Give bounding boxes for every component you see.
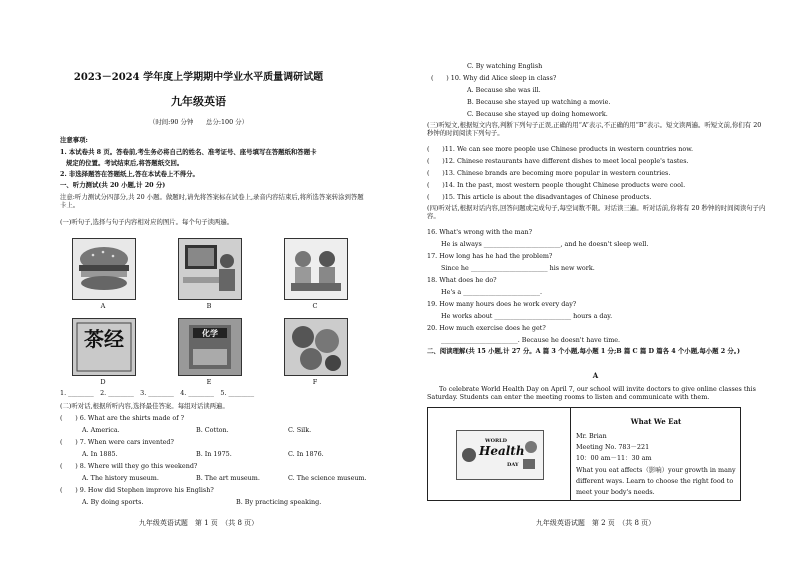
picture-label-f: F — [312, 378, 318, 386]
picture-d-tea-book — [72, 318, 136, 376]
logo-text-world: WORLD — [485, 438, 507, 444]
question-18: 18. What does he do? — [427, 276, 497, 284]
q18-answer-line: He's a ________________________. — [441, 288, 542, 296]
page-1-footer: 九年级英语试题 第 1 页 （共 8 页） — [138, 519, 259, 527]
logo-text-health: Health — [479, 444, 525, 458]
section-2-heading: 二、阅读理解(共 15 小题,计 27 分。A 篇 3 个小题,每小题 1 分;B 篇 C 篇 D 篇各 4 个小题,每小题 2 分。) — [427, 347, 740, 355]
question-10: ( ) 10. Why did Alice sleep in class? — [431, 74, 557, 82]
part-1-heading: (一)听句子,选择与句子内容相对应的图片。每个句子读两遍。 — [60, 218, 234, 226]
picture-label-b: B — [206, 302, 212, 310]
question-19: 19. How many hours does he work every day? — [427, 300, 577, 308]
question-16: 16. What's wrong with the man? — [427, 228, 533, 236]
tf-question-12: ( )12. Chinese restaurants have different dishes to meet local people's tastes. — [427, 157, 689, 165]
time-info: （时间:90 分钟 总分:100 分） — [149, 118, 248, 126]
q20-answer-line: ________________________. Because he doesn't have time. — [441, 336, 621, 344]
q7-option-a: A. In 1885. — [82, 450, 118, 458]
q17-answer-line: Since he ________________________ his new work. — [441, 264, 595, 272]
world-health-day-logo — [456, 430, 544, 480]
notice-1: 1. 本试卷共 8 页。答卷前,考生务必将自己的姓名、准考证号、座号填写在答题纸和答题卡 — [60, 148, 317, 156]
picture-f-mooncakes — [284, 318, 348, 376]
tf-question-13: ( )13. Chinese brands are becoming more popular in western countries. — [427, 169, 671, 177]
picture-e-chemistry-book — [178, 318, 242, 376]
box-teacher: Mr. Brian — [576, 432, 607, 440]
question-20: 20. How much exercise does he get? — [427, 324, 546, 332]
picture-label-c: C — [312, 302, 318, 310]
notice-title: 注意事项: — [60, 136, 88, 144]
question-6: ( ) 6. What are the shirts made of ? — [60, 414, 185, 422]
question-17: 17. How long has he had the problem? — [427, 252, 553, 260]
tea-book-text: 茶经 — [84, 327, 124, 351]
question-7: ( ) 7. When were cars invented? — [60, 438, 174, 446]
box-title: What We Eat — [630, 417, 682, 426]
tf-question-11: ( )11. We can see more people use Chinese products in western countries now. — [427, 145, 693, 153]
q8-option-c: C. The science museum. — [288, 474, 367, 482]
listening-instruction: 注意:听力测试分四部分,共 20 小题。做题时,请先将答案标在试卷上,录音内容结束后,将所选答案转涂到答题卡上。 — [60, 193, 364, 209]
q7-option-b: B. In 1975. — [196, 450, 232, 458]
question-8: ( ) 8. Where will they go this weekend? — [60, 462, 198, 470]
box-desc-2: different ways. Learn to choose the right food to — [576, 477, 734, 485]
q9-option-a: A. By doing sports. — [82, 498, 144, 506]
picture-b-computer — [178, 238, 242, 300]
logo-text-day: DAY — [507, 462, 519, 468]
q9-option-c: C. By watching English — [467, 62, 543, 70]
part-2-heading: (二)听对话,根据所听内容,选择最佳答案。每组对话读两遍。 — [60, 402, 229, 410]
picture-label-e: E — [206, 378, 212, 386]
answer-blanks-1-5: 1. ________ 2. ________ 3. ________ 4. ________ 5. ________ — [60, 389, 255, 397]
q6-option-b: B. Cotton. — [196, 426, 229, 434]
picture-label-a: A — [100, 302, 106, 310]
question-9: ( ) 9. How did Stephen improve his English? — [60, 486, 214, 494]
box-time: 10：00 am－11：30 am — [576, 454, 652, 462]
q10-option-c: C. Because she stayed up doing homework. — [467, 110, 608, 118]
tf-question-15: ( )15. This article is about the disadvantages of Chinese products. — [427, 193, 652, 201]
q10-option-a: A. Because she was ill. — [467, 86, 541, 94]
q19-answer-line: He works about ________________________ hours a day. — [441, 312, 613, 320]
q9-option-b: B. By practicing speaking. — [236, 498, 322, 506]
notice-2: 2. 非选择题答在答题纸上,答在本试卷上不得分。 — [60, 170, 199, 178]
q10-option-b: B. Because she stayed up watching a movie. — [467, 98, 611, 106]
picture-c-children — [284, 238, 348, 300]
tf-question-14: ( )14. In the past, most western people thought Chinese products were cool. — [427, 181, 686, 189]
part-3-heading: (三)听短文,根据短文内容,判断下列句子正误,正确的用“A”表示,不正确的用“B”表示。短文读两遍。听短文前,你们有 20 秒钟的时间阅读下列句子。 — [427, 121, 762, 137]
part-4-heading: (四)听对话,根据对话内容,回答问题或完成句子,每空词数不限。对话读三遍。听对话前,你将有 20 秒钟的时间阅读句子内容。 — [427, 204, 766, 220]
box-desc-1: What you eat affects（影响）your growth in many — [576, 466, 736, 474]
exam-subject: 九年级英语 — [171, 95, 226, 108]
page-2-footer: 九年级英语试题 第 2 页 （共 8 页） — [535, 519, 656, 527]
online-class-info-box — [427, 407, 741, 501]
section-1-heading: 一、听力测试(共 20 小题,计 20 分) — [60, 181, 166, 189]
passage-a-label: A — [592, 371, 599, 380]
q8-option-a: A. The history museum. — [82, 474, 159, 482]
q16-answer-line: He is always ________________________, and he doesn't sleep well. — [441, 240, 649, 248]
q6-option-c: C. Silk. — [288, 426, 312, 434]
chemistry-book-text: 化学 — [193, 328, 227, 338]
notice-1b: 规定的位置。考试结束后,将答题纸交回。 — [66, 159, 184, 167]
exam-title: 2023－2024 学年度上学期期中学业水平质量调研试题 — [73, 72, 324, 83]
box-meeting-number: Meeting No. 783－221 — [576, 443, 650, 451]
picture-label-d: D — [100, 378, 106, 386]
q6-option-a: A. America. — [82, 426, 120, 434]
q8-option-b: B. The art museum. — [196, 474, 260, 482]
passage-a-text: To celebrate World Health Day on April 7, our school will invite doctors to give online classes this Saturday. Students can enter the meeting rooms to listen and communicate with them. — [427, 385, 756, 401]
picture-a-hamburger — [72, 238, 136, 300]
q7-option-c: C. In 1876. — [288, 450, 324, 458]
box-desc-3: meet your body's needs. — [576, 488, 655, 496]
